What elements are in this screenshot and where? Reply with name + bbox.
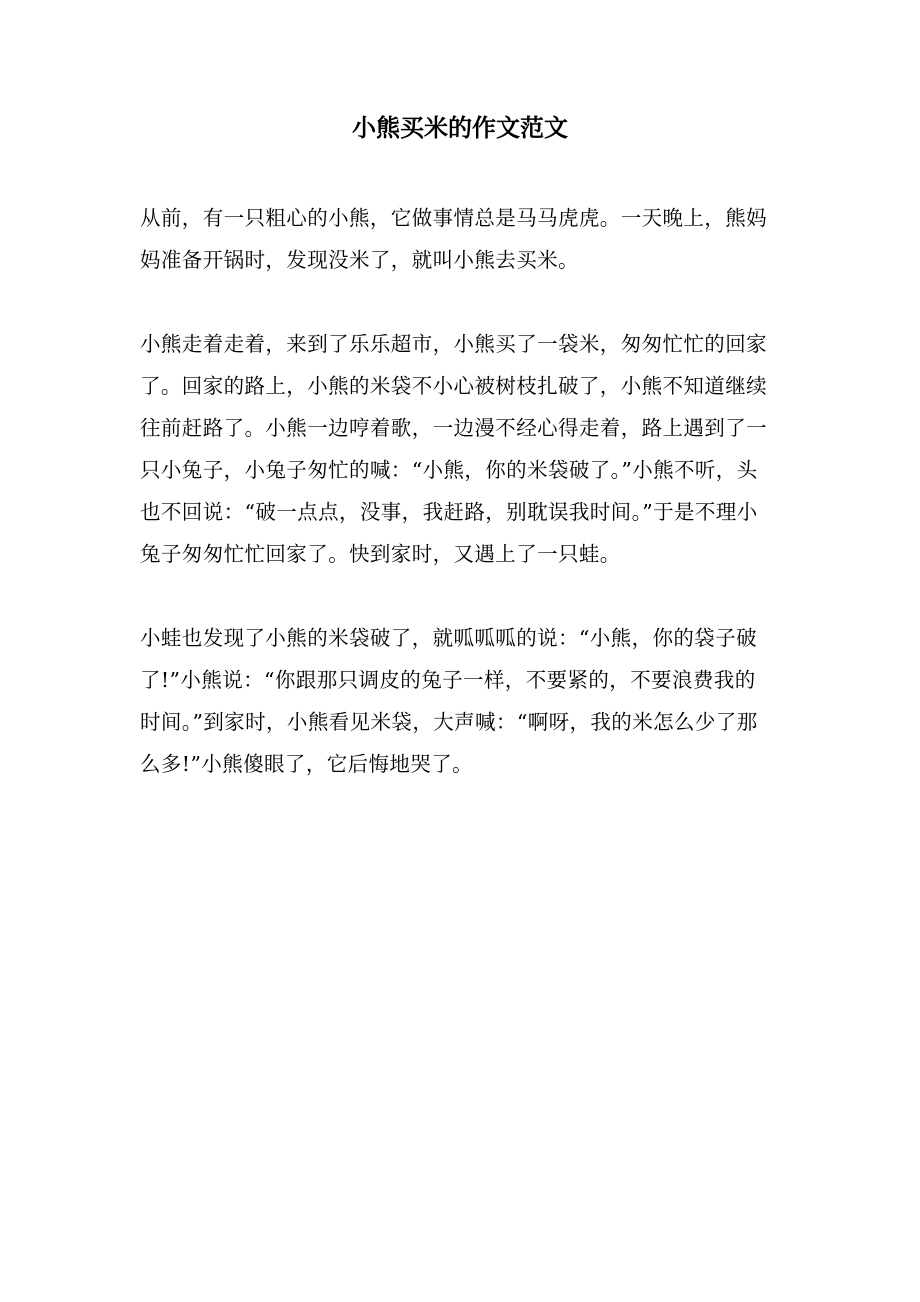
paragraph-1: 从前，有一只粗心的小熊，它做事情总是马马虎虎。一天晚上，熊妈妈准备开锅时，发现没米了，就叫小熊去买米。 — [140, 206, 767, 272]
document-body — [140, 197, 770, 827]
paragraph-2: 小熊走着走着，来到了乐乐超市，小熊买了一袋米，匆匆忙忙的回家了。回家的路上，小熊的米袋不小心被树枝扎破了，小熊不知道继续往前赶路了。小熊一边哼着歌，一边漫不经心得走着，路上遇到了一只小兔子，小兔子匆忙的喊：“小熊，你的米袋破了。”小熊不听，头也不回说：“破一点点，没事，我赶路，别耽误我时间。”于是不理小兔子匆匆忙忙回家了。快到家时，又遇上了一只蛙。 — [140, 332, 767, 566]
document-title: 小熊买米的作文范文 — [352, 113, 568, 142]
paragraph-3: 小蛙也发现了小熊的米袋破了，就呱呱呱的说：“小熊，你的袋子破了!”小熊说：“你跟那只调皮的兔子一样，不要紧的，不要浪费我的时间。”到家时，小熊看见米袋，大声喊：“啊呀，我的米怎么少了那么多!”小熊傻眼了，它后悔地哭了。 — [140, 626, 758, 776]
